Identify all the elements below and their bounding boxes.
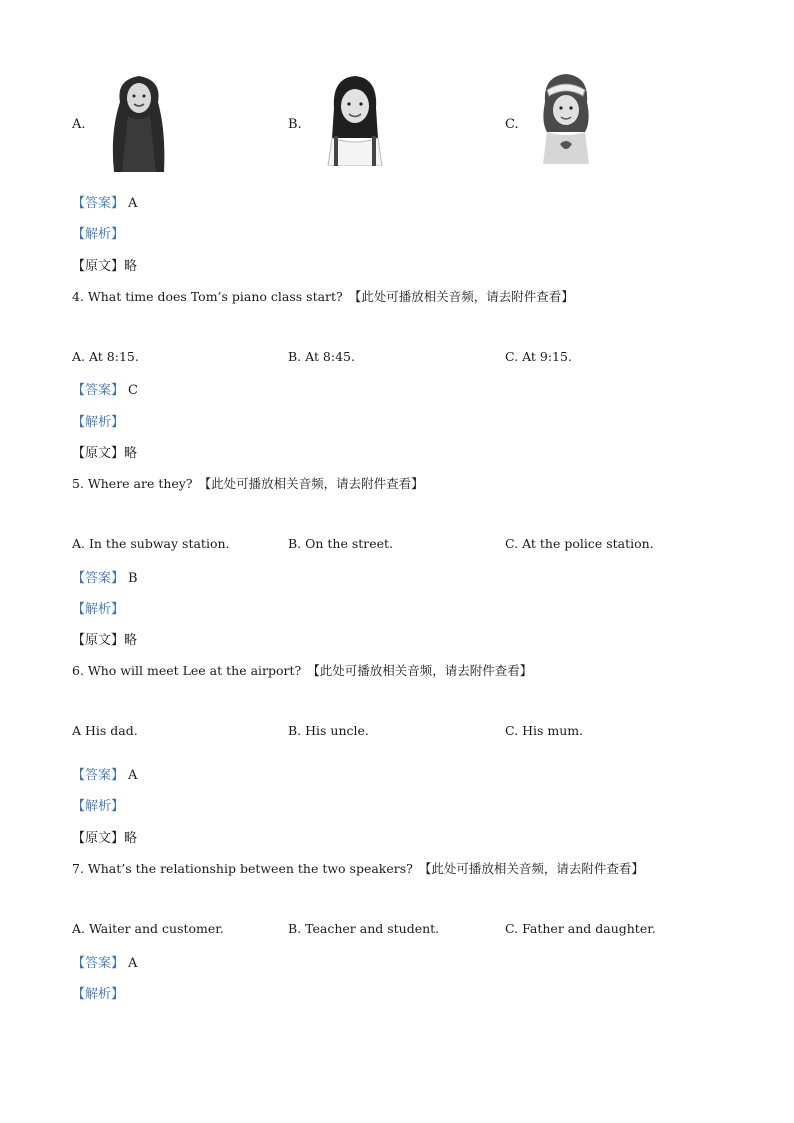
option-letter: B. — [288, 117, 302, 132]
audio-note[interactable]: 【此处可播放相关音频，请去附件查看】 — [198, 476, 424, 491]
answer-value: A — [128, 196, 138, 211]
original-value: 略 — [124, 633, 138, 648]
q5-analysis-line — [72, 598, 124, 617]
q6-answer-line — [72, 764, 137, 783]
q6-analysis-line — [72, 795, 124, 814]
original-tag: 【原文】 — [72, 831, 125, 846]
answer-tag: 【答案】 — [72, 956, 125, 971]
original-tag: 【原文】 — [72, 446, 125, 461]
girl-straight-hair-photo — [318, 72, 392, 166]
original-tag: 【原文】 — [72, 259, 125, 274]
analysis-tag: 【解析】 — [72, 227, 125, 242]
q7-question — [72, 859, 644, 877]
original-value: 略 — [124, 831, 138, 846]
q3-analysis-line — [72, 223, 124, 242]
q4-option-c: C. At 9:15. — [505, 349, 572, 364]
q4-answer-line — [72, 379, 138, 398]
q6-option-c: C. His mum. — [505, 723, 584, 738]
q4-original-line — [72, 442, 137, 461]
q3-picture-options — [0, 72, 794, 172]
q6-original-line — [72, 827, 137, 846]
answer-tag: 【答案】 — [72, 196, 125, 211]
q5-option-c: C. At the police station. — [505, 536, 654, 551]
original-value: 略 — [124, 446, 138, 461]
q5-original-line — [72, 629, 137, 648]
q5-option-a: A. In the subway station. — [72, 536, 230, 551]
option-letter: C. — [505, 117, 519, 132]
audio-note[interactable]: 【此处可播放相关音频，请去附件查看】 — [348, 289, 574, 304]
q7-answer-line — [72, 952, 137, 971]
analysis-tag: 【解析】 — [72, 602, 125, 617]
q5-answer-line — [72, 567, 138, 586]
q4-question — [72, 287, 574, 305]
q5-option-b: B. On the street. — [288, 536, 394, 551]
q7-option-b: B. Teacher and student. — [288, 921, 440, 936]
original-tag: 【原文】 — [72, 633, 125, 648]
answer-value: A — [128, 768, 138, 783]
q4-option-a: A. At 8:15. — [72, 349, 139, 364]
q7-option-c: C. Father and daughter. — [505, 921, 656, 936]
q4-option-b: B. At 8:45. — [288, 349, 355, 364]
q6-question — [72, 661, 532, 679]
audio-note[interactable]: 【此处可播放相关音频，请去附件查看】 — [307, 663, 533, 678]
q4-analysis-line — [72, 411, 124, 430]
q7-option-a: A. Waiter and customer. — [72, 921, 224, 936]
option-letter: A. — [72, 117, 86, 132]
analysis-tag: 【解析】 — [72, 415, 125, 430]
answer-value: B — [128, 571, 138, 586]
answer-tag: 【答案】 — [72, 383, 125, 398]
answer-tag: 【答案】 — [72, 768, 125, 783]
girl-hairband-photo — [535, 72, 597, 164]
analysis-tag: 【解析】 — [72, 987, 125, 1002]
q6-option-a: A His dad. — [72, 723, 138, 738]
q6-question-text: 6. Who will meet Lee at the airport? — [72, 663, 302, 678]
q6-option-b: B. His uncle. — [288, 723, 369, 738]
analysis-tag: 【解析】 — [72, 799, 125, 814]
q3-original-line — [72, 255, 137, 274]
q4-question-text: 4. What time does Tom’s piano class start? — [72, 289, 343, 304]
q7-question-text: 7. What’s the relationship between the two speakers? — [72, 861, 413, 876]
q7-analysis-line — [72, 983, 124, 1002]
q3-answer-line — [72, 192, 137, 211]
girl-long-curly-hair-photo — [106, 72, 172, 172]
answer-value: A — [128, 956, 138, 971]
audio-note[interactable]: 【此处可播放相关音频，请去附件查看】 — [418, 861, 644, 876]
answer-value: C — [128, 383, 138, 398]
q5-question — [72, 474, 424, 492]
answer-tag: 【答案】 — [72, 571, 125, 586]
original-value: 略 — [124, 259, 138, 274]
q5-question-text: 5. Where are they? — [72, 476, 193, 491]
